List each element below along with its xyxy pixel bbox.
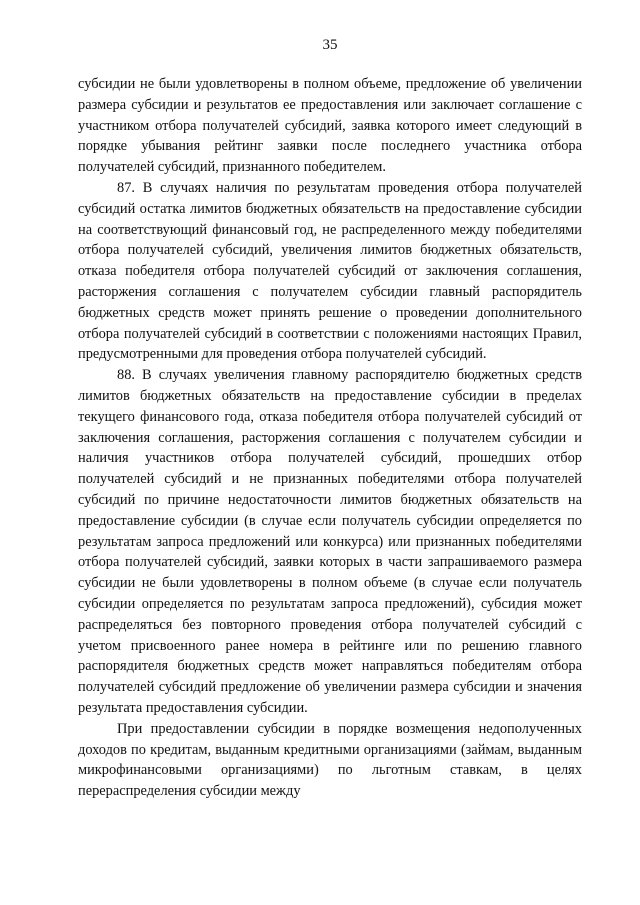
paragraph-continuation: субсидии не были удовлетворены в полном объеме, предложение об увеличении размера субсидии и результатов ее предоставления или заключает соглашение с участником отбора получателей субсидий, заявка которого имеет следующий в порядке убывания рейтинг заявки после последнего участника отбора получателей субсидий, признанного победителем. — [78, 76, 582, 176]
paragraph-clause-88-continued: При предоставлении субсидии в порядке возмещения недополученных доходов по кредитам, выданным кредитными организациями (займам, выданным микрофинансовыми организациями) по льготным ставкам, в целях перераспределения субсидии между — [78, 720, 582, 800]
paragraph-clause-88: 88. В случаях увеличения главному распорядителю бюджетных средств лимитов бюджетных обязательств на предоставление субсидии в пределах текущего финансового года, отказа победителя отбора получателей субсидий от заключения соглашения, расторжения соглашения с получателем субсидии и наличия участников отбора получателей субсидий, прошедших отбор получателей субсидий и не признанных победителями отбора получателей субсидий по причине недостаточности лимитов бюджетных обязательств на предоставление субсидии (в случае если получатель субсидии определяется по результатам запроса предложений или конкурса) или признанных победителями отбора получателей субсидий, заявки которых в части запрашиваемого размера субсидии не были удовлетворены в полном объеме (в случае если получатель субсидии определяется по результатам запроса предложений), субсидия может распределяться без повторного проведения отбора получателей субсидий с учетом присвоенного ранее номера в рейтинге или по решению главного распорядителя бюджетных средств может направляться победителям отбора получателей субсидий предложение об увеличении размера субсидии и значения результата предоставления субсидии. — [78, 367, 582, 716]
page-number: 35 — [322, 37, 338, 53]
paragraph-clause-87: 87. В случаях наличия по результатам проведения отбора получателей субсидий остатка лимитов бюджетных обязательств на предоставление субсидии на соответствующий финансовый год, не распределенного между победителями отбора получателей субсидий, увеличения лимитов бюджетных обязательств, отказа победителя отбора получателей субсидий от заключения соглашения, расторжения соглашения с получателем субсидии главный распорядитель бюджетных средств может принять решение о проведении дополнительного отбора получателей субсидий в соответствии с положениями настоящих Правил, предусмотренными для проведения отбора получателей субсидий. — [78, 179, 582, 363]
document-body — [78, 74, 582, 802]
